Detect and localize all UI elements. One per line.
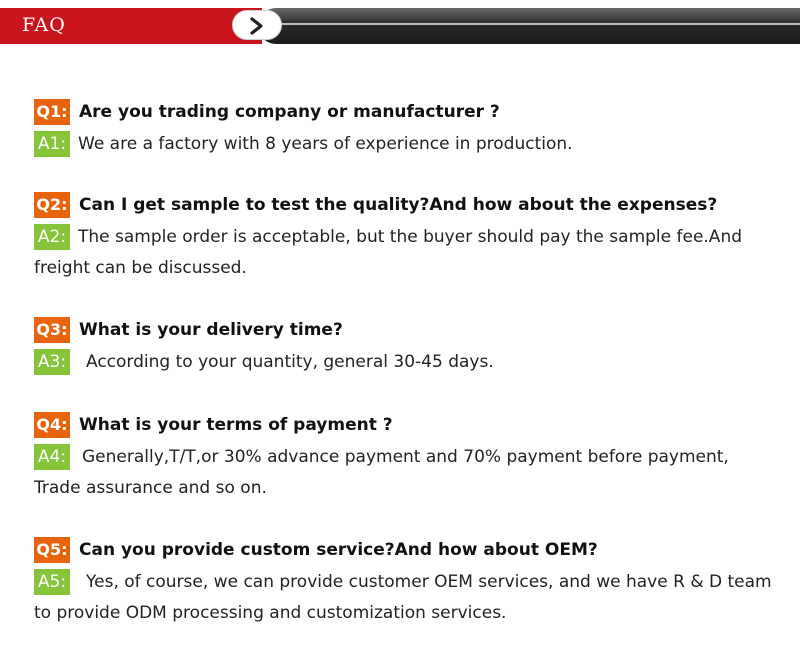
answer-row: [0, 567, 800, 598]
question-tag: Q3:: [34, 317, 70, 343]
question-row: [0, 535, 800, 567]
faq-item-1: [0, 97, 800, 160]
question-row: [0, 315, 800, 347]
answer-text: Generally,T/T,or 30% advance payment and 70% payment before payment,: [82, 447, 729, 467]
question-row: [0, 410, 800, 442]
answer-text: Yes, of course, we can provide customer OEM services, and we have R & D team: [86, 572, 772, 592]
answer-continuation: Trade assurance and so on.: [34, 478, 267, 498]
answer-text: We are a factory with 8 years of experience in production.: [78, 134, 573, 154]
question-row: [0, 97, 800, 129]
question-text: Can you provide custom service?And how about OEM?: [79, 540, 598, 560]
answer-tag: A2:: [34, 224, 70, 250]
question-text: Are you trading company or manufacturer ?: [79, 102, 500, 122]
answer-continuation-row: [0, 253, 800, 284]
question-tag: Q1:: [34, 99, 70, 125]
question-tag: Q2:: [34, 192, 70, 218]
answer-continuation-row: [0, 598, 800, 629]
answer-tag: A1:: [34, 131, 70, 157]
answer-tag: A5:: [34, 569, 70, 595]
faq-header: [0, 0, 800, 46]
answer-text: The sample order is acceptable, but the buyer should pay the sample fee.And: [78, 227, 743, 247]
question-text: What is your terms of payment ?: [79, 415, 393, 435]
header-title: FAQ: [22, 14, 66, 36]
answer-text: According to your quantity, general 30-45 days.: [86, 352, 494, 372]
answer-tag: A3:: [34, 349, 70, 375]
question-row: [0, 190, 800, 222]
answer-continuation: to provide ODM processing and customization services.: [34, 603, 507, 623]
question-tag: Q5:: [34, 537, 70, 563]
faq-item-5: [0, 535, 800, 629]
header-divider-line: [275, 23, 800, 25]
answer-tag: A4:: [34, 444, 70, 470]
answer-row: [0, 129, 800, 160]
chevron-right-icon: [247, 16, 267, 36]
header-dark-band: [258, 8, 800, 44]
question-tag: Q4:: [34, 412, 70, 438]
faq-item-2: [0, 190, 800, 284]
answer-continuation-row: [0, 473, 800, 504]
answer-row: [0, 347, 800, 378]
question-text: Can I get sample to test the quality?And how about the expenses?: [79, 195, 718, 215]
faq-item-4: [0, 410, 800, 504]
answer-continuation: freight can be discussed.: [34, 258, 247, 278]
answer-row: [0, 222, 800, 253]
faq-item-3: [0, 315, 800, 378]
answer-row: [0, 442, 800, 473]
header-chevron-badge: [232, 10, 282, 40]
question-text: What is your delivery time?: [79, 320, 343, 340]
